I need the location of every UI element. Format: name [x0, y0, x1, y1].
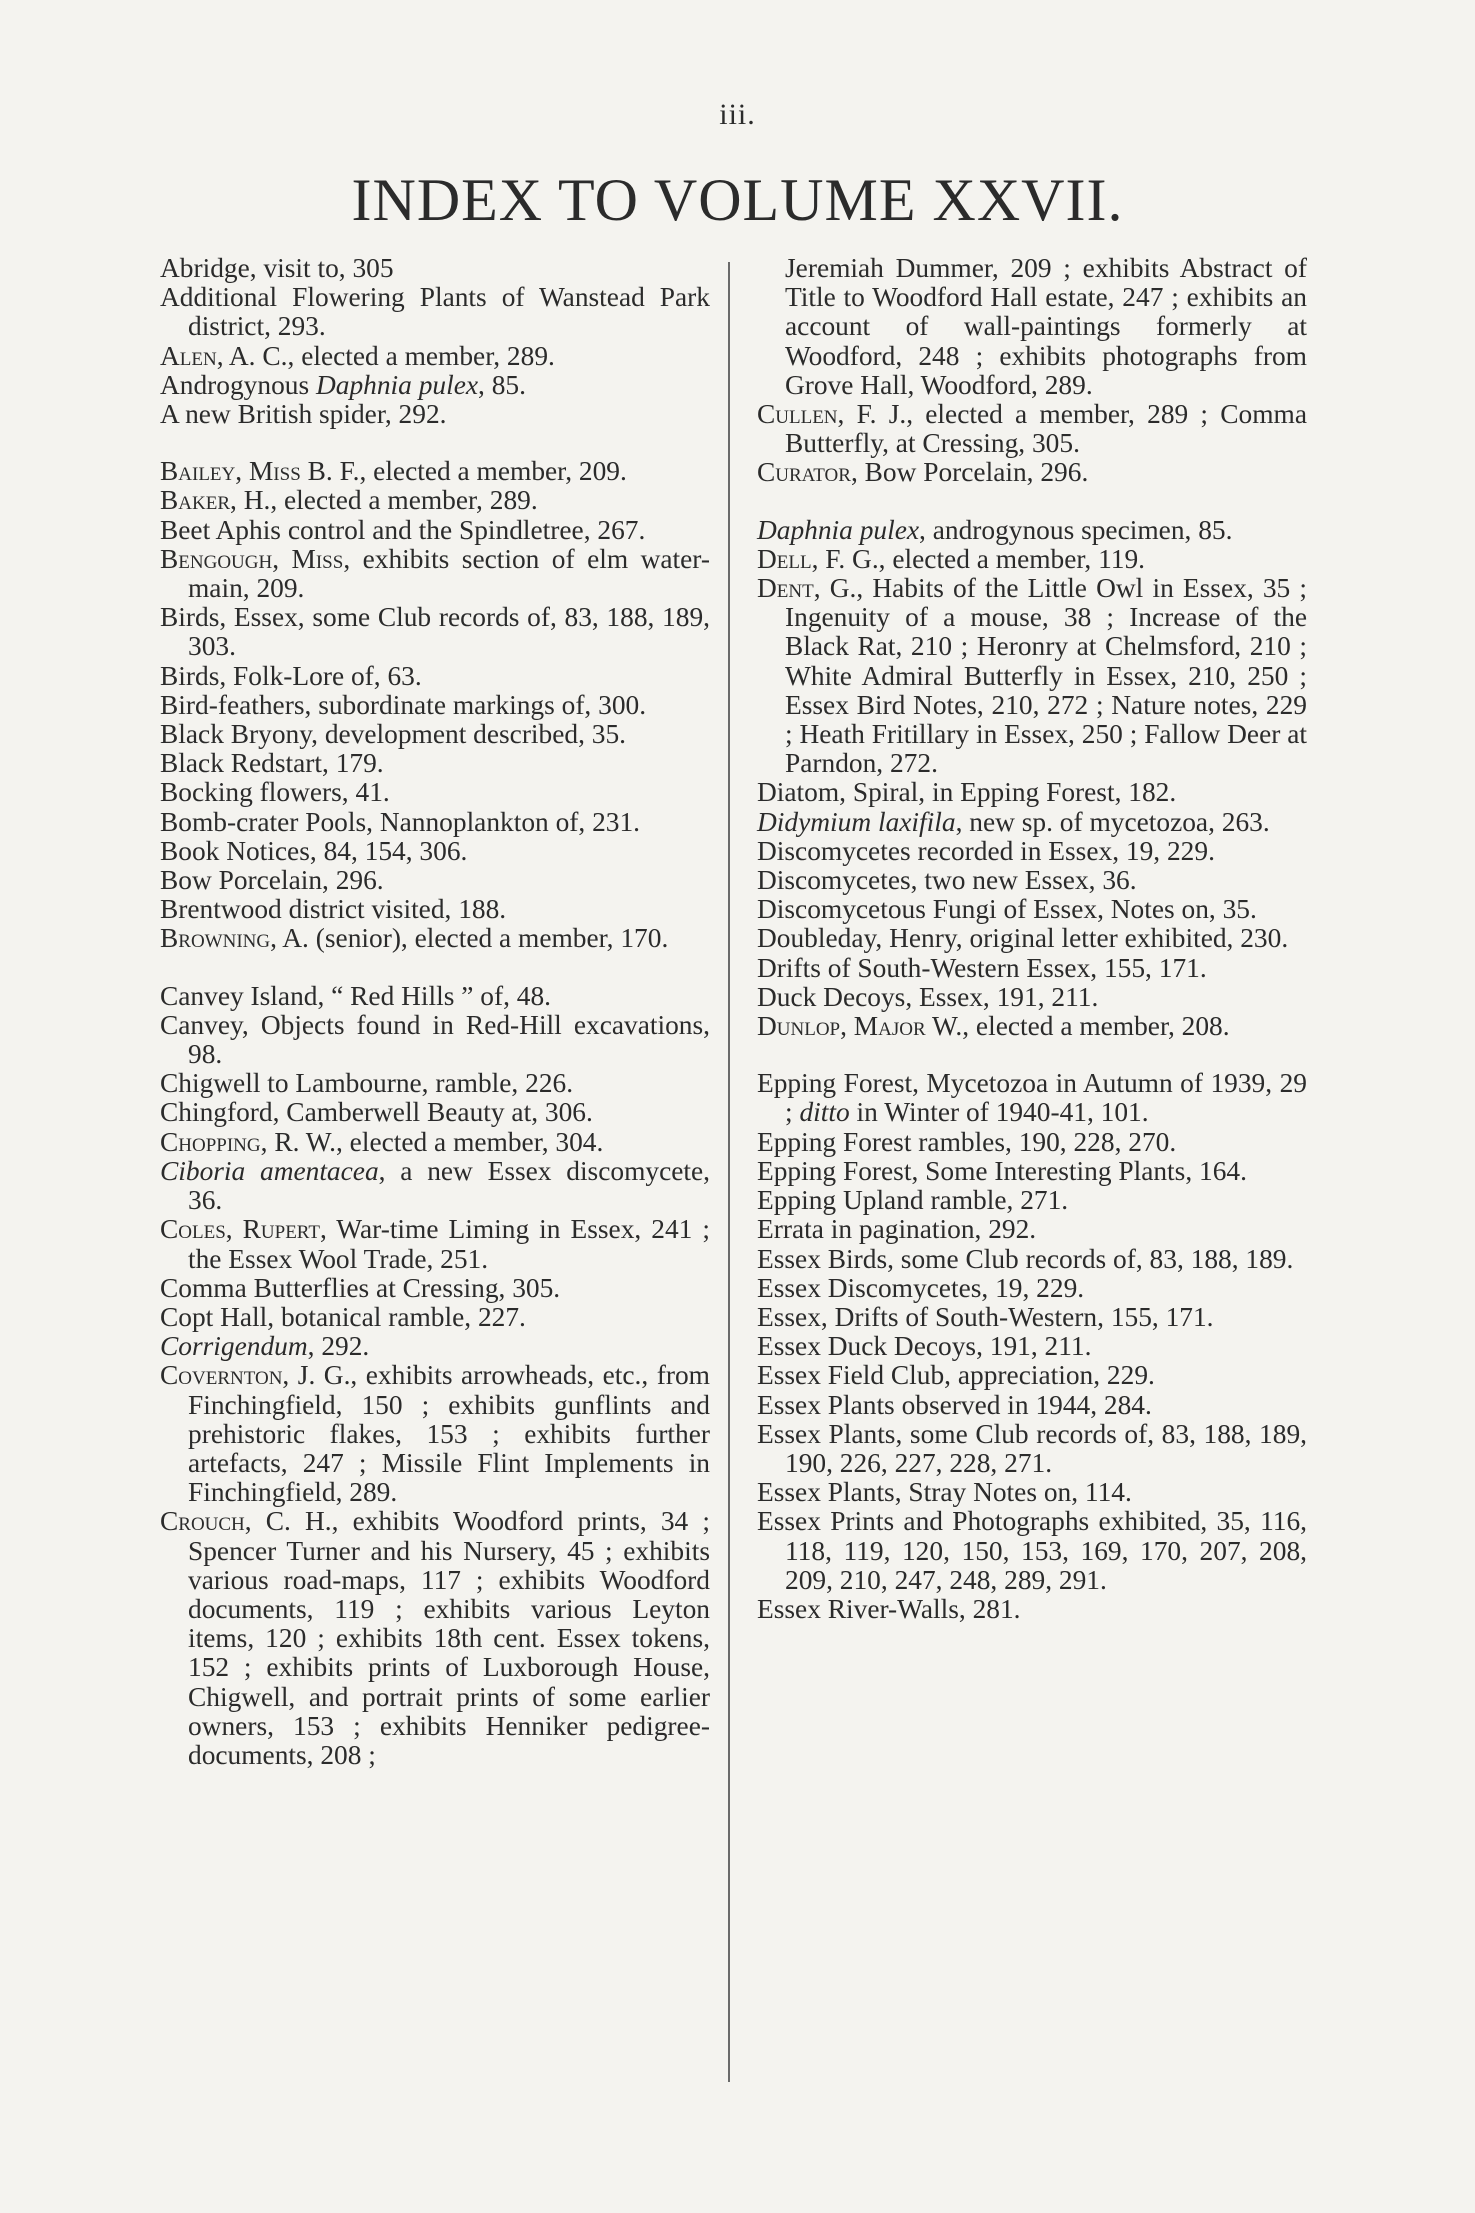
- index-entry: [757, 954, 1307, 983]
- index-entry: [757, 1595, 1307, 1624]
- index-entry: [757, 983, 1307, 1012]
- entry-text: Curator: [757, 457, 851, 488]
- index-entry: [160, 254, 710, 283]
- entry-text: Duck Decoys, Essex, 191, 211.: [757, 981, 1099, 1012]
- index-entry: [757, 254, 1307, 400]
- entry-text: , new sp. of mycetozoa, 263.: [955, 806, 1270, 837]
- entry-text: Essex, Drifts of South-Western, 155, 171.: [757, 1301, 1214, 1332]
- entry-text: Doubleday, Henry, original letter exhibited, 230.: [757, 923, 1289, 954]
- entry-text: Chingford, Camberwell Beauty at, 306.: [160, 1097, 593, 1128]
- index-entry: [160, 1128, 710, 1157]
- entry-text: Black Bryony, development described, 35.: [160, 719, 627, 750]
- index-entry: [757, 1128, 1307, 1157]
- entry-text: , 85.: [478, 369, 526, 400]
- entry-text: in Winter of 1940-41, 101.: [849, 1097, 1149, 1128]
- entry-text: Androgynous: [160, 369, 316, 400]
- index-entry: [160, 1215, 710, 1273]
- index-entry: [757, 545, 1307, 574]
- entry-text: , C. H., exhibits Woodford prints, 34 ; Spencer Turner and his Nursery, 45 ; exhibits various road-maps, 117 ; exhibits Woodford documents, 119 ; exhibits various Leyton items, 120 ; exhibits 18th cent. Essex tokens, 152 ; exhibits prints of Luxborough House, Chigwell, and portrait prints of some earlier owners, 153 ; exhibits Henniker pedigree-documents, 208 ;: [188, 1506, 710, 1770]
- index-entry: [757, 1361, 1307, 1390]
- entry-text: Discomycetous Fungi of Essex, Notes on, 35.: [757, 894, 1257, 925]
- entry-text: Essex Discomycetes, 19, 229.: [757, 1272, 1085, 1303]
- entry-text: , A. (senior), elected a member, 170.: [270, 923, 669, 954]
- index-entry: [160, 603, 710, 661]
- entry-text: Bow Porcelain, 296.: [160, 865, 384, 896]
- entry-text: B. F., elected a member, 209.: [300, 456, 627, 487]
- entry-text: Canvey, Objects found in Red-Hill excavations, 98.: [160, 1009, 710, 1070]
- entry-text: Errata in pagination, 292.: [757, 1214, 1037, 1245]
- entry-text: Copt Hall, botanical ramble, 227.: [160, 1301, 526, 1332]
- entry-text: Epping Forest, Some Interesting Plants, 164.: [757, 1155, 1247, 1186]
- page-number: iii.: [719, 98, 756, 131]
- index-entry: [757, 866, 1307, 895]
- entry-text: Corrigendum: [160, 1331, 308, 1362]
- index-entry: [160, 342, 710, 371]
- entry-text: , androgynous specimen, 85.: [919, 514, 1233, 545]
- entry-text: Bird-feathers, subordinate markings of, 300.: [160, 689, 647, 720]
- index-entry: [757, 1507, 1307, 1595]
- entry-text: Chopping: [160, 1126, 261, 1157]
- entry-text: Dell: [757, 543, 812, 574]
- entry-text: , H., elected a member, 289.: [230, 485, 538, 516]
- index-entry: [757, 1391, 1307, 1420]
- index-entry: [757, 895, 1307, 924]
- index-entry: [160, 1274, 710, 1303]
- index-entry: [160, 371, 710, 400]
- entry-text: Dunlop, Major: [757, 1011, 926, 1042]
- entry-text: Chigwell to Lambourne, ramble, 226.: [160, 1068, 574, 1099]
- index-entry: [757, 574, 1307, 778]
- entry-text: , Bow Porcelain, 296.: [850, 457, 1089, 488]
- entry-text: Essex Plants, Stray Notes on, 114.: [757, 1477, 1132, 1508]
- index-entry: [160, 457, 710, 486]
- entry-text: Essex Duck Decoys, 191, 211.: [757, 1331, 1092, 1362]
- entry-text: Beet Aphis control and the Spindletree, 267.: [160, 514, 646, 545]
- entry-text: ditto: [799, 1097, 850, 1128]
- entry-text: , exhibits section of elm water-main, 209.: [188, 543, 710, 604]
- entry-text: Jeremiah Dummer, 209 ; exhibits Abstract of Title to Woodford Hall estate, 247 ; exhibits an account of wall-paintings formerly at Woodford, 248 ; exhibits photographs from Grove Hall, Woodford, 289.: [785, 253, 1307, 400]
- entry-text: , War-time Liming in Essex, 241 ; the Essex Wool Trade, 251.: [188, 1214, 710, 1274]
- index-entry: [160, 866, 710, 895]
- index-entry: [160, 1098, 710, 1127]
- page-title: INDEX TO VOLUME XXVII.: [351, 167, 1124, 233]
- index-entry: [757, 837, 1307, 866]
- entry-text: Ciboria amentacea: [160, 1155, 379, 1186]
- entry-text: Bocking flowers, 41.: [160, 777, 390, 808]
- index-entry: [160, 895, 710, 924]
- entry-text: Black Redstart, 179.: [160, 748, 384, 779]
- entry-text: , G., Habits of the Little Owl in Essex, 35 ; Ingenuity of a mouse, 38 ; Increase of the Black Rat, 210 ; Heronry at Chelmsford, 210 ; White Admiral Butterfly in Essex, 210, 250 ; Essex Bird Notes, 210, 272 ; Nature notes, 229 ; Heath Fritillary in Essex, 250 ; Fallow Deer at Parndon, 272.: [785, 573, 1307, 779]
- entry-text: Drifts of South-Western Essex, 155, 171.: [757, 952, 1207, 983]
- entry-text: W., elected a member, 208.: [925, 1011, 1230, 1042]
- entry-text: Daphnia pulex: [757, 514, 920, 545]
- index-entry: [757, 1303, 1307, 1332]
- index-entry: [757, 1215, 1307, 1244]
- entry-text: Essex Plants observed in 1944, 284.: [757, 1389, 1152, 1420]
- entry-text: , J. G., exhibits arrowheads, etc., from Finchingfield, 150 ; exhibits gunflints and prehistoric flakes, 153 ; exhibits further artefacts, 247 ; Missile Flint Implements in Finchingfield, 289.: [188, 1360, 710, 1508]
- index-entry: [160, 1069, 710, 1098]
- entry-text: A new British spider, 292.: [160, 399, 447, 430]
- entry-text: Didymium laxifila: [757, 806, 956, 837]
- entry-text: , a new Essex discomycete, 36.: [188, 1155, 710, 1216]
- index-entry: [757, 1186, 1307, 1215]
- entry-text: Abridge, visit to, 305: [160, 253, 394, 283]
- index-entry: [160, 1332, 710, 1361]
- entry-text: Browning: [160, 923, 271, 954]
- index-entry: [160, 1507, 710, 1770]
- entry-text: Bomb-crater Pools, Nannoplankton of, 231.: [160, 806, 641, 837]
- index-entry: [160, 982, 710, 1011]
- index-column-left: [160, 254, 710, 1770]
- index-entry: [757, 1332, 1307, 1361]
- index-entry: [757, 808, 1307, 837]
- entry-text: Baker: [160, 485, 230, 516]
- index-entry: [757, 1245, 1307, 1274]
- entry-text: , R. W., elected a member, 304.: [260, 1126, 604, 1157]
- entry-text: Essex Prints and Photographs exhibited, 35, 116, 118, 119, 120, 150, 153, 169, 170, 207, 208, 209, 210, 247, 248, 289, 291.: [757, 1506, 1307, 1595]
- entry-text: Additional Flowering Plants of Wanstead Park district, 293.: [160, 282, 710, 342]
- entry-text: Dent: [757, 573, 814, 604]
- index-entry: [160, 400, 710, 429]
- index-entry: [160, 808, 710, 837]
- index-entry: [160, 837, 710, 866]
- index-entry: [757, 1274, 1307, 1303]
- index-entry: [757, 458, 1307, 487]
- entry-text: , elected a member, 289.: [287, 340, 555, 371]
- index-entry: [757, 400, 1307, 458]
- index-entry: [160, 1011, 710, 1069]
- entry-text: Essex River-Walls, 281.: [757, 1593, 1021, 1624]
- entry-text: Bengough, Miss: [160, 543, 344, 574]
- entry-text: Coles, Rupert: [160, 1214, 320, 1245]
- entry-text: Essex Plants, some Club records of, 83, 188, 189, 190, 226, 227, 228, 271.: [757, 1418, 1307, 1478]
- index-entry: [160, 778, 710, 807]
- index-entry: [160, 516, 710, 545]
- entry-text: Comma Butterflies at Cressing, 305.: [160, 1272, 561, 1303]
- index-entry: [757, 1012, 1307, 1041]
- entry-text: Diatom, Spiral, in Epping Forest, 182.: [757, 777, 1177, 808]
- entry-text: Covernton: [160, 1360, 283, 1391]
- index-entry: [160, 662, 710, 691]
- index-entry: [757, 1157, 1307, 1186]
- index-entry: [160, 1361, 710, 1507]
- entry-text: , F. G., elected a member, 119.: [811, 543, 1146, 574]
- index-entry: [757, 1478, 1307, 1507]
- index-entry: [160, 1157, 710, 1215]
- index-entry: [757, 1420, 1307, 1478]
- entry-text: Essex Birds, some Club records of, 83, 188, 189.: [757, 1243, 1294, 1274]
- entry-text: Discomycetes recorded in Essex, 19, 229.: [757, 835, 1215, 866]
- index-entry: [160, 749, 710, 778]
- entry-text: , 292.: [307, 1331, 370, 1362]
- entry-text: Alen, A. C.: [160, 340, 288, 371]
- entry-text: Birds, Folk-Lore of, 63.: [160, 660, 422, 691]
- entry-text: , F. J., elected a member, 289 ; Comma Butterfly, at Cressing, 305.: [785, 399, 1307, 459]
- entry-text: Epping Forest, Mycetozoa in Autumn of 1939, 29 ;: [757, 1068, 1307, 1128]
- entry-text: Book Notices, 84, 154, 306.: [160, 835, 468, 866]
- index-entry: [160, 924, 710, 953]
- index-entry: [160, 1303, 710, 1332]
- entry-text: Epping Forest rambles, 190, 228, 270.: [757, 1126, 1177, 1157]
- column-divider: [728, 262, 730, 2082]
- index-entry: [160, 720, 710, 749]
- entry-text: Essex Field Club, appreciation, 229.: [757, 1360, 1155, 1391]
- index-entry: [160, 691, 710, 720]
- index-entry: [160, 486, 710, 515]
- entry-text: Crouch: [160, 1506, 245, 1537]
- index-entry: [160, 545, 710, 603]
- entry-text: Birds, Essex, some Club records of, 83, 188, 189, 303.: [160, 602, 710, 662]
- index-column-right: [757, 254, 1307, 1624]
- entry-text: Cullen: [757, 399, 838, 430]
- entry-text: Epping Upland ramble, 271.: [757, 1185, 1069, 1216]
- index-entry: [757, 778, 1307, 807]
- index-entry: [160, 283, 710, 341]
- entry-text: Canvey Island, “ Red Hills ” of, 48.: [160, 980, 551, 1011]
- entry-text: Brentwood district visited, 188.: [160, 894, 507, 925]
- index-entry: [757, 924, 1307, 953]
- index-entry: [757, 516, 1307, 545]
- entry-text: Discomycetes, two new Essex, 36.: [757, 865, 1137, 896]
- entry-text: Bailey, Miss: [160, 456, 301, 487]
- index-entry: [757, 1069, 1307, 1127]
- entry-text: Daphnia pulex: [315, 369, 479, 400]
